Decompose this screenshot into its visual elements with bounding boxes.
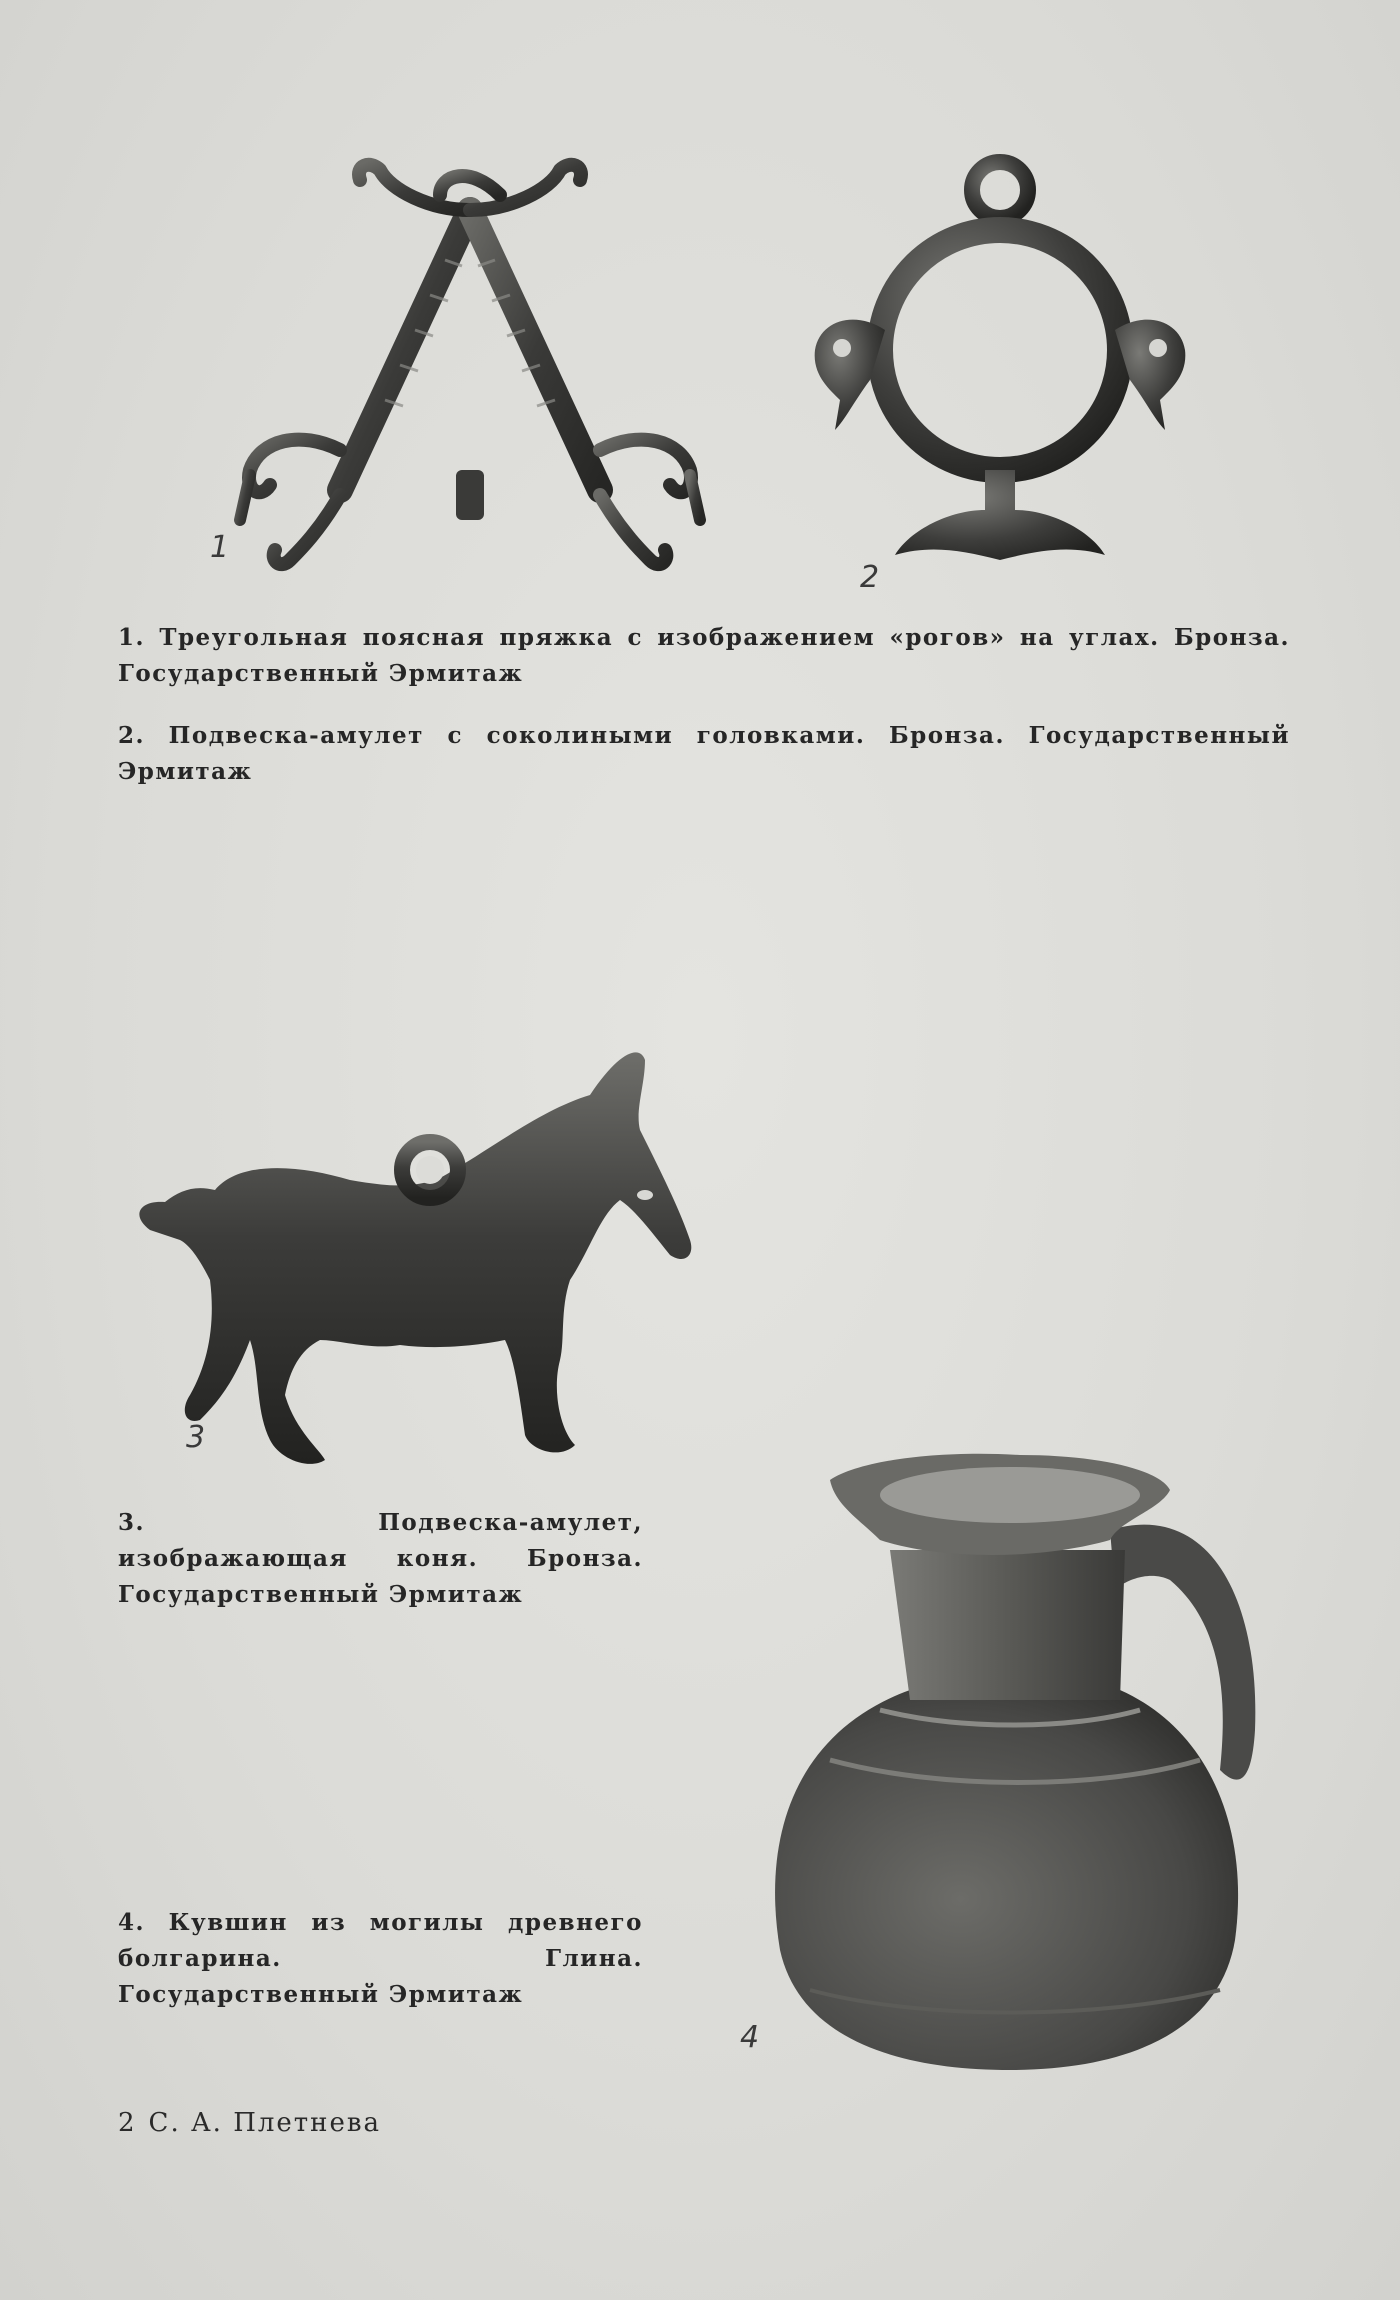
ring-pendant-icon	[800, 150, 1200, 590]
horse-amulet-icon	[120, 1040, 780, 1480]
figure-2-pendant	[800, 150, 1200, 595]
signature-number: 2	[118, 2108, 137, 2138]
figure-number-2: 2	[860, 560, 880, 595]
figure-number-4: 4	[740, 2020, 760, 2055]
page-footer	[118, 2108, 381, 2138]
caption-3: 3. Подвеска-амулет, изображающая коня. Бронза. Государственный Эрмитаж	[118, 1509, 643, 1608]
clay-jug-icon	[740, 1430, 1280, 2090]
caption-4: 4. Кувшин из могилы древнего болгарина. Глина. Государственный Эрмитаж	[118, 1909, 643, 2008]
figure-1-buckle	[210, 150, 710, 590]
figure-4-jug	[740, 1430, 1280, 2090]
author-name: С. А. Плетнева	[148, 2108, 382, 2138]
caption-2: 2. Подвеска-амулет с соколиными головками. Бронза. Государственный Эрмитаж	[118, 722, 1290, 785]
figure-number-3: 3	[186, 1420, 206, 1455]
figure-3-horse	[120, 1040, 780, 1480]
figure-number-1: 1	[210, 530, 230, 565]
triangular-buckle-icon	[230, 150, 710, 590]
caption-1: 1. Треугольная поясная пряжка с изображением «рогов» на углах. Бронза. Государственный Эрмитаж	[118, 624, 1290, 687]
